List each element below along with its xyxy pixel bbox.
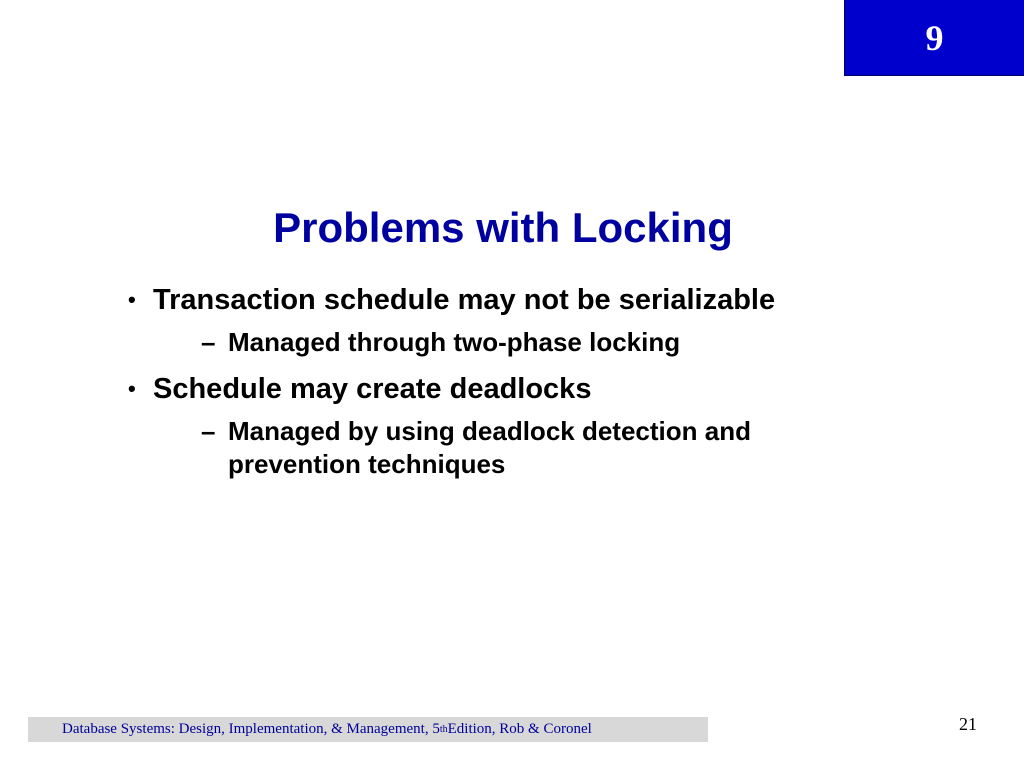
footer-text-end: Edition, Rob & Coronel	[447, 721, 592, 737]
page-number: 21	[959, 714, 977, 734]
chapter-badge	[844, 0, 1024, 76]
bullet-list	[124, 280, 884, 491]
sub-bullet-text: Managed through two-phase locking	[228, 327, 681, 357]
footer-text-main: Database Systems: Design, Implementation, & Management, 5	[62, 721, 440, 737]
footer-citation: Database Systems: Design, Implementation, & Management, 5 th Edition, Rob & Coronel	[28, 717, 708, 742]
bullet-item	[124, 369, 884, 481]
sub-bullet-item	[153, 326, 884, 359]
chapter-number: 9	[925, 17, 944, 58]
sub-bullet-marker: –	[201, 327, 216, 357]
sub-bullet-text: Managed by using deadlock detection and prevention techniques	[228, 416, 751, 479]
bullet-text: Schedule may create deadlocks	[153, 373, 592, 405]
slide-title: Problems with Locking	[273, 204, 733, 251]
bullet-marker: •	[128, 287, 136, 312]
sub-bullet-list	[153, 415, 884, 481]
sub-bullet-item	[153, 415, 884, 481]
bullet-text: Transaction schedule may not be serializable	[153, 284, 776, 316]
bullet-marker: •	[128, 376, 136, 401]
bullet-item	[124, 280, 884, 359]
sub-bullet-marker: –	[201, 416, 216, 446]
sub-bullet-list	[153, 326, 884, 359]
